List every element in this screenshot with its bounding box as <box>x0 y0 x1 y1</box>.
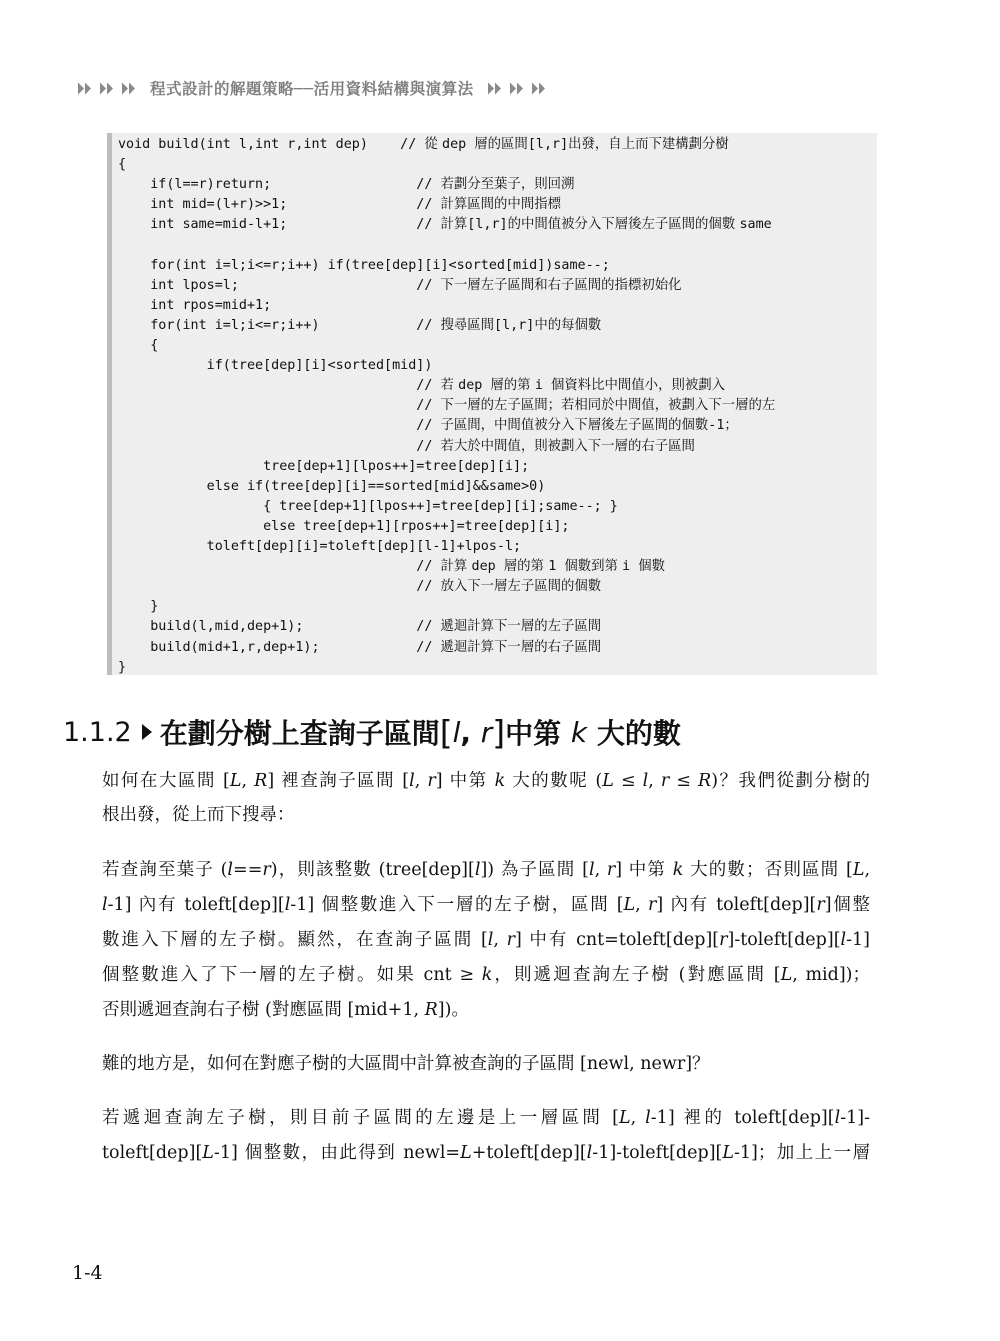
text-run: ]-toleft[dep][ <box>727 930 841 950</box>
double-arrow-icon <box>532 82 547 95</box>
math-variable: l <box>102 895 108 915</box>
code-comment-text: 的中間值被分入下層後左子區間的個數 <box>507 217 740 233</box>
text-run: -1] 個整數，由此得到 newl= <box>213 1143 461 1163</box>
code-comment-text: 中的每個數 <box>534 317 602 333</box>
paragraph-line <box>102 800 870 830</box>
code-comment-text: 搜尋區間 <box>440 317 495 333</box>
text-run: == <box>233 860 263 880</box>
text-run: , <box>594 860 607 880</box>
code-text: int rpos=mid+1; <box>118 297 272 313</box>
math-variable: l <box>586 1143 593 1163</box>
text-run: ，則遞迴查詢左子樹 (對應區間 [ <box>492 965 781 985</box>
code-line <box>118 597 158 617</box>
code-comment-text: 層的區間 <box>474 137 528 152</box>
code-line <box>118 537 521 557</box>
code-line <box>118 638 601 658</box>
code-text: } <box>118 659 127 675</box>
code-text: tree[dep+1][lpos++]=tree[dep][i]; <box>118 458 530 474</box>
code-text: i <box>622 559 639 575</box>
paragraph-line <box>102 890 870 920</box>
text-run: )，則該整數 (tree[dep][ <box>270 860 475 880</box>
text-run: -1] 裡的 toleft[dep][ <box>650 1108 835 1128</box>
code-text: // <box>400 137 425 152</box>
code-text: [l,r] <box>494 317 535 333</box>
math-variable: l <box>645 1108 651 1128</box>
code-text: int mid=(l+r)>>1; // <box>118 197 441 213</box>
code-comment-text: 下一層的左子區間；若相同於中間值，被劃入下一層的左 <box>440 398 776 414</box>
code-line <box>118 396 775 416</box>
code-line <box>118 457 529 477</box>
code-comment-text: 個資料比中間值小，則被劃入 <box>550 378 726 394</box>
math-variable: l <box>227 860 234 880</box>
code-text: { <box>118 157 127 173</box>
text-run: ≤ <box>613 771 643 791</box>
section-number: 1.1.2 <box>63 716 132 748</box>
code-text: int same=mid-l+1; // <box>118 217 441 233</box>
text-run: 數進入下層的左子樹。顯然，在查詢子區間 [ <box>102 930 488 950</box>
text-run: ])。 <box>437 1000 469 1020</box>
text-run: 根出發，從上而下搜尋： <box>102 805 295 825</box>
code-comment-text: 出發，自上而下建構劃分樹 <box>568 137 729 152</box>
code-text: if(tree[dep][i]<sorted[mid]) <box>118 358 433 374</box>
text-run: -1] 內有 toleft[dep][ <box>107 895 285 915</box>
page-number: 1-4 <box>72 1262 103 1284</box>
code-line <box>118 416 738 436</box>
text-run: ]個整 <box>824 895 870 915</box>
section-title-part: 大的數 <box>587 717 681 750</box>
math-variable: r <box>262 860 271 880</box>
math-variable: L <box>202 1143 214 1163</box>
math-variable: R <box>698 771 712 791</box>
math-variable: k <box>481 965 493 985</box>
code-line <box>118 316 601 336</box>
code-line <box>118 175 574 195</box>
code-comment-text: 若 <box>440 378 459 394</box>
code-text: toleft[dep][i]=toleft[dep][l-1]+lpos-l; <box>118 539 522 554</box>
running-head <box>78 76 547 100</box>
code-line <box>118 577 601 597</box>
math-variable: L <box>780 965 793 985</box>
math-variable: r <box>660 771 670 791</box>
double-arrow-icon <box>488 82 503 95</box>
text-run: 大的數呢 ( <box>505 771 603 791</box>
math-variable: r <box>427 771 436 791</box>
text-run: 若查詢至葉子 ( <box>102 860 228 880</box>
code-comment-text: 計算 <box>440 559 472 575</box>
code-line <box>118 617 601 637</box>
math-variable: L <box>852 860 865 880</box>
paragraph-line <box>102 1138 870 1168</box>
section-title-part: 中第 <box>505 717 571 750</box>
text-run: -1]；加上上一層 <box>733 1143 870 1163</box>
text-run: ] 中有 cnt=toleft[dep][ <box>514 930 720 950</box>
math-variable: r <box>506 930 515 950</box>
math-variable: L <box>602 771 614 791</box>
text-run: -1] <box>846 930 870 950</box>
math-variable: l <box>588 860 595 880</box>
code-text: dep <box>442 137 475 152</box>
paragraph-line <box>102 1103 870 1133</box>
code-text: else tree[dep+1][rpos++]=tree[dep][i]; <box>118 518 570 534</box>
code-comment-text: 子區間，中間值被分入下層後左子區間的個數 <box>440 418 709 434</box>
text-run: 大的數；否則區間 [ <box>683 860 853 880</box>
paragraph-line <box>102 925 870 955</box>
code-text: // <box>118 438 441 454</box>
code-text: [l,r] <box>467 217 508 233</box>
double-arrow-icon <box>78 82 93 95</box>
code-line <box>118 557 665 577</box>
code-text: // <box>118 398 441 414</box>
text-run: +toleft[dep][ <box>471 1143 587 1163</box>
code-comment-text: 層的第 <box>490 378 535 394</box>
paragraph-line <box>102 995 870 1025</box>
code-text: void build(int l,int r,int dep) <box>118 137 401 152</box>
code-line <box>118 356 432 376</box>
code-comment-text: 層的第 <box>503 559 549 575</box>
text-run: , <box>241 771 255 791</box>
code-text: } <box>118 599 159 615</box>
code-text: // <box>118 559 441 575</box>
code-text: -1 <box>708 418 725 434</box>
double-arrow-icon <box>122 82 137 95</box>
math-variable: r <box>647 895 657 915</box>
code-comment-text: 從 <box>424 137 443 152</box>
math-variable: r <box>719 930 728 950</box>
code-comment-text: 計算 <box>440 217 468 233</box>
text-run: ] 裡查詢子區間 [ <box>267 771 410 791</box>
code-line <box>118 376 725 396</box>
code-comment-text: 計算區間的中間指標 <box>440 197 561 213</box>
code-line <box>118 658 126 678</box>
paragraph-line <box>102 960 870 990</box>
section-title-comma: , <box>460 715 481 749</box>
section-title-var-k: k <box>570 715 588 749</box>
code-line <box>118 195 561 215</box>
math-variable: l <box>409 771 415 791</box>
code-text: // <box>118 579 441 595</box>
math-variable: L <box>229 771 242 791</box>
code-text: else if(tree[dep][i]==sorted[mid]&&same>0) <box>118 478 546 494</box>
text-run: , <box>648 771 661 791</box>
code-text: [l,r] <box>527 137 569 152</box>
code-text: i <box>534 378 551 394</box>
code-comment-text: 個數到第 <box>564 559 623 575</box>
math-variable: l <box>284 895 291 915</box>
code-comment-text: 遞迴計算下一層的左子區間 <box>440 619 602 635</box>
text-run: ≤ <box>669 771 699 791</box>
code-comment-text: 遞迴計算下一層的右子區間 <box>440 639 602 655</box>
text-run: ]) 為子區間 [ <box>480 860 589 880</box>
math-variable: l <box>834 1108 841 1128</box>
math-variable: R <box>254 771 268 791</box>
code-line <box>118 256 610 276</box>
math-variable: R <box>424 1000 438 1020</box>
code-text: same <box>739 217 772 233</box>
text-run: -1]-toleft[dep][ <box>592 1143 723 1163</box>
code-line <box>118 215 772 235</box>
code-comment-text: 下一層左子區間和右子區間的指標初始化 <box>440 277 682 293</box>
code-text: // <box>118 418 441 434</box>
double-arrow-icons-left <box>78 82 137 95</box>
math-variable: k <box>494 771 506 791</box>
math-variable: r <box>816 895 825 915</box>
math-variable: L <box>619 1108 631 1128</box>
math-variable: L <box>623 895 636 915</box>
text-run: -1]- <box>840 1108 870 1128</box>
text-run: 若遞迴查詢左子樹，則目前子區間的左邊是上一層區間 [ <box>102 1108 620 1128</box>
code-line <box>118 276 682 296</box>
section-title-var-r: r <box>480 715 493 749</box>
section-title-part: 在劃分樹上查詢子區間 <box>159 717 440 750</box>
code-comment-text: ； <box>724 418 738 434</box>
code-line <box>118 497 618 517</box>
text-run: , <box>493 930 507 950</box>
text-run: , <box>864 860 871 880</box>
code-line <box>118 296 271 316</box>
math-variable: r <box>606 860 616 880</box>
code-text: { tree[dep+1][lpos++]=tree[dep][i];same--; } <box>118 498 618 514</box>
math-variable: l <box>840 930 847 950</box>
code-text: // <box>118 378 441 394</box>
code-text: 1 <box>548 559 565 575</box>
code-text: { <box>118 338 159 353</box>
text-run: , <box>635 895 648 915</box>
double-arrow-icon <box>100 82 115 95</box>
triangle-bullet-icon <box>142 724 152 740</box>
code-line <box>118 437 695 457</box>
code-text: dep <box>458 378 491 394</box>
text-run: ] 內有 toleft[dep][ <box>656 895 817 915</box>
paragraph-line <box>102 855 870 885</box>
text-run: 個整數進入了下一層的左子樹。如果 cnt ≥ <box>102 965 482 985</box>
text-run: , <box>630 1108 646 1128</box>
text-run: )？我們從劃分樹的 <box>711 771 871 791</box>
code-line <box>118 135 729 155</box>
code-comment-text: 放入下一層左子區間的個數 <box>440 579 602 595</box>
text-run: 如何在大區間 [ <box>102 771 230 791</box>
double-arrow-icon <box>510 82 525 95</box>
code-text: build(l,mid,dep+1); // <box>118 619 441 635</box>
double-arrow-icons-right <box>488 82 547 95</box>
code-text: int lpos=l; // <box>118 277 441 293</box>
code-comment-text: 若劃分至葉子，則回溯 <box>440 177 575 193</box>
code-line <box>118 336 158 356</box>
math-variable: k <box>672 860 684 880</box>
text-run: , <box>414 771 428 791</box>
text-run: 否則遞迴查詢右子樹 (對應區間 [mid+1, <box>102 1000 425 1020</box>
section-heading <box>63 710 681 754</box>
code-comment-text: 個數 <box>638 559 666 575</box>
code-line <box>118 477 545 497</box>
text-run: ] 中第 <box>615 860 673 880</box>
code-text: if(l==r)return; // <box>118 177 441 193</box>
code-text: dep <box>471 559 504 575</box>
text-run: -1] 個整數進入下一層的左子樹，區間 [ <box>290 895 624 915</box>
text-run: 難的地方是，如何在對應子樹的大區間中計算被查詢的子區間 [newl, newr]？ <box>102 1054 710 1074</box>
math-variable: L <box>722 1143 734 1163</box>
code-text: build(mid+1,r,dep+1); // <box>118 639 441 655</box>
section-title-bracket: [ <box>439 712 453 752</box>
text-run: toleft[dep][ <box>102 1143 203 1163</box>
math-variable: L <box>460 1143 472 1163</box>
section-title-bracket: ] <box>492 712 506 752</box>
text-run: ] 中第 <box>435 771 495 791</box>
math-variable: l <box>487 930 494 950</box>
code-line <box>118 155 126 175</box>
math-variable: l <box>642 771 649 791</box>
code-text: for(int i=l;i<=r;i++) if(tree[dep][i]<sorted[mid])same--; <box>118 257 610 273</box>
code-text: for(int i=l;i<=r;i++) // <box>118 317 441 333</box>
running-head-title: 程式設計的解題策略──活用資料結構與演算法 <box>150 80 474 98</box>
paragraph-line <box>102 1049 870 1079</box>
text-run: , mid])； <box>792 965 870 985</box>
section-title-var-l: l <box>452 715 461 749</box>
paragraph-line <box>102 766 870 796</box>
math-variable: l <box>474 860 481 880</box>
code-line <box>118 517 569 537</box>
code-comment-text: 若大於中間值，則被劃入下一層的右子區間 <box>440 438 695 454</box>
